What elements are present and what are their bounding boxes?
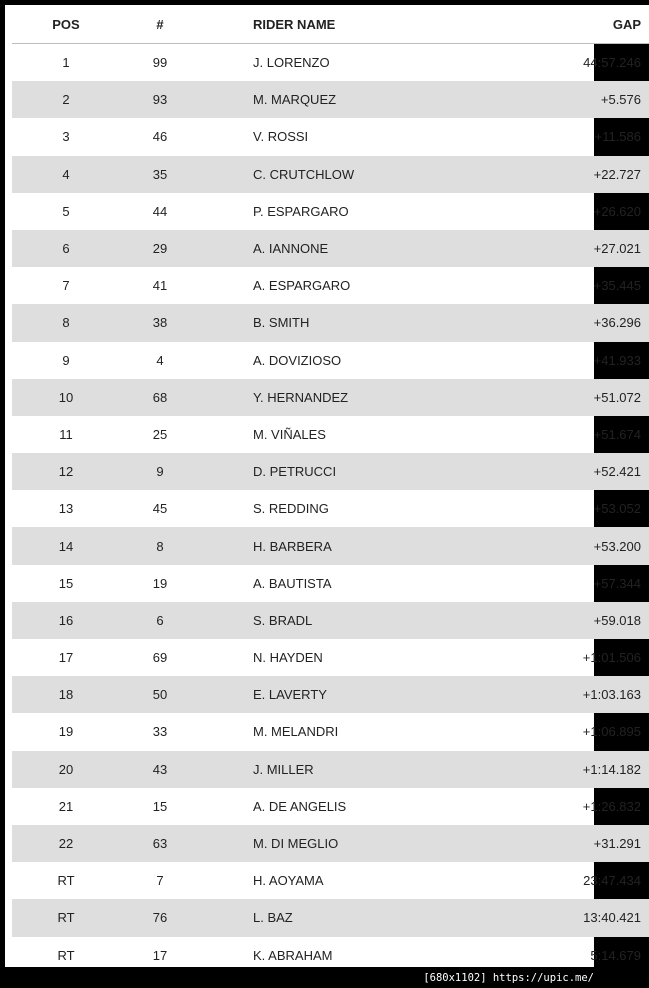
rider-name-cell: M. MARQUEZ	[200, 81, 493, 118]
pos-cell: 14	[12, 527, 120, 564]
pos-cell: 3	[62, 129, 70, 145]
gap-cell: 23:47.434	[583, 873, 641, 889]
rider-number-cell: 35	[120, 156, 200, 193]
rider-number-cell: 50	[120, 676, 200, 713]
pos-cell: 5	[62, 203, 70, 219]
rider-name-cell: D. PETRUCCI	[200, 453, 493, 490]
gap-cell: +57.344	[593, 575, 641, 591]
table-row	[12, 193, 649, 230]
pos-cell: 9	[62, 352, 70, 368]
rider-number-cell: 69	[152, 650, 168, 666]
pos-column-header: POS	[12, 5, 120, 44]
table-row	[12, 676, 649, 713]
rider-name-cell: A. DOVIZIOSO	[253, 352, 342, 368]
rider-number-cell: 33	[152, 724, 168, 740]
rider-name-column-header: RIDER NAME	[200, 5, 493, 44]
pos-cell: 12	[12, 453, 120, 490]
gap-cell: 13:40.421	[493, 899, 649, 936]
pos-cell: 7	[62, 278, 70, 294]
race-results-table	[12, 5, 649, 974]
gap-cell: +59.018	[493, 602, 649, 639]
rider-number-cell: 93	[120, 81, 200, 118]
number-column-header: #	[120, 5, 200, 44]
rider-name-cell: A. ESPARGARO	[253, 278, 351, 294]
table-row	[12, 565, 649, 602]
pos-cell: RT	[57, 947, 75, 963]
rider-number-cell: 68	[120, 379, 200, 416]
rider-name-cell: J. LORENZO	[253, 55, 330, 71]
pos-cell: 15	[58, 575, 74, 591]
pos-cell: 21	[58, 798, 74, 814]
pos-cell: 6	[12, 230, 120, 267]
gap-cell: +35.445	[593, 278, 641, 294]
table-row	[12, 713, 649, 750]
pos-cell: RT	[12, 899, 120, 936]
rider-number-cell: 6	[120, 602, 200, 639]
table-row	[12, 416, 649, 453]
pos-cell: 22	[12, 825, 120, 862]
gap-cell: +53.052	[593, 501, 641, 517]
rider-name-cell: E. LAVERTY	[200, 676, 493, 713]
table-row	[12, 937, 649, 974]
table-row	[12, 81, 649, 118]
gap-cell: +1:26.832	[582, 798, 641, 814]
table-row	[12, 825, 649, 862]
rider-name-cell: H. BARBERA	[200, 527, 493, 564]
table-row	[12, 899, 649, 936]
pos-cell: 17	[58, 650, 74, 666]
rider-name-cell: A. BAUTISTA	[253, 575, 332, 591]
rider-number-cell: 46	[152, 129, 168, 145]
gap-cell: +26.620	[593, 203, 641, 219]
rider-name-cell: M. MELANDRI	[253, 724, 339, 740]
table-row	[12, 156, 649, 193]
table-row	[12, 788, 649, 825]
gap-cell: +41.933	[593, 352, 641, 368]
pos-cell: 2	[12, 81, 120, 118]
rider-name-cell: S. REDDING	[253, 501, 329, 517]
pos-cell: 18	[12, 676, 120, 713]
gap-cell: +27.021	[493, 230, 649, 267]
rider-number-cell: 19	[152, 575, 168, 591]
gap-cell: +1:06.895	[582, 724, 641, 740]
table-row	[12, 342, 649, 379]
rider-number-cell: 15	[152, 798, 168, 814]
gap-cell: +11.586	[594, 129, 641, 145]
gap-cell: +1:01.506	[582, 650, 641, 666]
pos-cell: RT	[57, 873, 75, 889]
pos-cell: 1	[62, 55, 70, 71]
rider-name-cell: V. ROSSI	[253, 129, 309, 145]
pos-cell: 16	[12, 602, 120, 639]
rider-number-cell: 7	[156, 873, 164, 889]
rider-name-cell: K. ABRAHAM	[253, 947, 333, 963]
rider-name-cell: M. DI MEGLIO	[200, 825, 493, 862]
rider-name-cell: Y. HERNANDEZ	[200, 379, 493, 416]
rider-name-cell: L. BAZ	[200, 899, 493, 936]
rider-number-cell: 38	[120, 304, 200, 341]
gap-cell: +1:14.182	[493, 751, 649, 788]
rider-number-cell: 76	[120, 899, 200, 936]
table-row	[12, 639, 649, 676]
table-header	[12, 5, 649, 44]
gap-cell: +51.674	[593, 426, 641, 442]
gap-cell: 5:14.679	[590, 947, 641, 963]
table-row	[12, 453, 649, 490]
rider-number-cell: 17	[152, 947, 168, 963]
table-row	[12, 118, 649, 155]
gap-cell: +52.421	[493, 453, 649, 490]
pos-cell: 4	[12, 156, 120, 193]
rider-name-cell: C. CRUTCHLOW	[200, 156, 493, 193]
rider-name-cell: A. IANNONE	[200, 230, 493, 267]
gap-cell: +22.727	[493, 156, 649, 193]
table-row	[12, 379, 649, 416]
rider-name-cell: P. ESPARGARO	[253, 203, 349, 219]
rider-number-cell: 25	[152, 426, 168, 442]
results-panel	[5, 5, 641, 967]
table-body	[12, 44, 649, 974]
rider-name-cell: H. AOYAMA	[253, 873, 324, 889]
gap-cell: +51.072	[493, 379, 649, 416]
table-row	[12, 490, 649, 527]
rider-number-cell: 4	[156, 352, 164, 368]
gap-cell: +5.576	[493, 81, 649, 118]
pos-cell: 20	[12, 751, 120, 788]
pos-cell: 13	[58, 501, 74, 517]
pos-cell: 10	[12, 379, 120, 416]
image-size-watermark: [680x1102] https://upic.me/	[423, 972, 594, 984]
table-row	[12, 602, 649, 639]
pos-cell: 11	[59, 426, 73, 442]
gap-cell: +53.200	[493, 527, 649, 564]
table-row	[12, 230, 649, 267]
pos-cell: 8	[12, 304, 120, 341]
rider-number-cell: 9	[120, 453, 200, 490]
rider-number-cell: 29	[120, 230, 200, 267]
gap-cell: +1:03.163	[493, 676, 649, 713]
table-row	[12, 44, 649, 82]
rider-number-cell: 44	[152, 203, 168, 219]
rider-number-cell: 43	[120, 751, 200, 788]
rider-name-cell: S. BRADL	[200, 602, 493, 639]
rider-number-cell: 63	[120, 825, 200, 862]
rider-name-cell: B. SMITH	[200, 304, 493, 341]
header-row	[12, 5, 649, 44]
rider-number-cell: 41	[152, 278, 168, 294]
gap-cell: +31.291	[493, 825, 649, 862]
rider-number-cell: 8	[120, 527, 200, 564]
rider-name-cell: A. DE ANGELIS	[253, 798, 347, 814]
table-row	[12, 751, 649, 788]
table-row	[12, 304, 649, 341]
table-row	[12, 527, 649, 564]
gap-column-header: GAP	[493, 5, 649, 44]
table-row	[12, 267, 649, 304]
gap-cell: 44:57.246	[583, 55, 641, 71]
rider-name-cell: J. MILLER	[200, 751, 493, 788]
rider-name-cell: N. HAYDEN	[253, 650, 323, 666]
gap-cell: +36.296	[493, 304, 649, 341]
rider-number-cell: 99	[152, 55, 168, 71]
rider-number-cell: 45	[152, 501, 168, 517]
pos-cell: 19	[58, 724, 74, 740]
table-row	[12, 862, 649, 899]
rider-name-cell: M. VIÑALES	[253, 426, 326, 442]
